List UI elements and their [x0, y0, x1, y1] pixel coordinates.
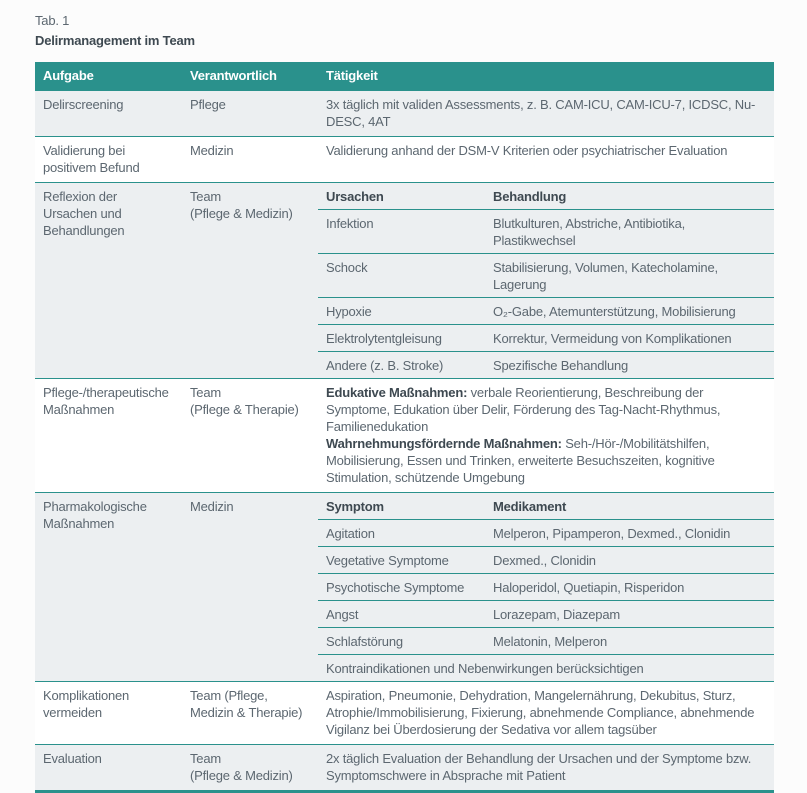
- segment-bold-label: Wahrnehmungsfördernde Maßnahmen:: [326, 436, 562, 451]
- nested-row-agitation: [318, 520, 774, 547]
- cell-aufgabe: Delirscreening: [43, 97, 124, 112]
- nested-header-row: [318, 493, 774, 520]
- table-row-komplikationen: [35, 681, 774, 744]
- nested-cell-symptom: Angst: [326, 607, 359, 622]
- delir-management-table: [35, 62, 774, 793]
- table-title: Delirmanagement im Team: [35, 33, 195, 48]
- nested-table-ursachen: [318, 183, 774, 378]
- cell-verantwortlich: Medizin: [190, 499, 234, 514]
- cell-taetigkeit: [318, 379, 774, 492]
- nested-cell-ursache: Infektion: [326, 216, 374, 231]
- nested-table-symptome: [318, 493, 774, 681]
- table-row-reflexion: [35, 182, 774, 378]
- cell-verantwortlich: Pflege: [190, 97, 226, 112]
- header-cell-aufgabe: Aufgabe: [43, 68, 94, 83]
- segment-bold-label: Edukative Maßnahmen:: [326, 385, 468, 400]
- table-row-validierung: [35, 136, 774, 182]
- nested-header-row: [318, 183, 774, 210]
- table-row-pflege-therapeutisch: [35, 378, 774, 492]
- cell-aufgabe: Validierung bei positivem Befund: [43, 143, 140, 175]
- nested-row-infektion: [318, 210, 774, 254]
- nested-footnote: Kontraindikationen und Nebenwirkungen berücksichtigen: [326, 661, 644, 676]
- nested-cell-medikament: Dexmed., Clonidin: [493, 553, 596, 568]
- header-cell-taetigkeit: Tätigkeit: [326, 68, 378, 83]
- nested-cell-ursache: Andere (z. B. Stroke): [326, 358, 444, 373]
- header-cell-verantwortlich: Verantwortlich: [190, 68, 277, 83]
- nested-row-schock: [318, 254, 774, 298]
- nested-cell-ursache: Elektrolytentgleisung: [326, 331, 442, 346]
- nested-header-symptom: Symptom: [326, 499, 384, 514]
- nested-cell-behandlung: Spezifische Behandlung: [493, 358, 629, 373]
- table-row-evaluation: [35, 744, 774, 790]
- nested-cell-behandlung: Korrektur, Vermeidung von Komplikationen: [493, 331, 732, 346]
- cell-aufgabe: Pflege-/therapeutische Maßnahmen: [43, 385, 169, 417]
- cell-verantwortlich: Medizin: [190, 143, 234, 158]
- nested-row-psychotische-symptome: [318, 574, 774, 601]
- segment-text: verbale Reorientierung, Beschreibung der Symptome, Edukation über Delir, Förderung des Tag-Nacht-Rhythmus, Familienedukation: [326, 385, 721, 434]
- nested-row-vegetative-symptome: [318, 547, 774, 574]
- segment-text: Seh-/Hör-/Mobilitätshilfen, Mobilisierung, Essen und Trinken, erweiterte Besuchszeiten, kognitive Stimulation, schützende Umgebung: [326, 436, 715, 485]
- nested-cell-ursache: Hypoxie: [326, 304, 372, 319]
- cell-verantwortlich: Team (Pflege & Medizin): [190, 751, 293, 783]
- table-row-delirscreening: [35, 90, 774, 136]
- nested-cell-medikament: Haloperidol, Quetiapin, Risperidon: [493, 580, 685, 595]
- nested-row-elektrolytentgleisung: [318, 325, 774, 352]
- cell-verantwortlich: Team (Pflege, Medizin & Therapie): [190, 688, 303, 720]
- cell-aufgabe: Komplikationen vermeiden: [43, 688, 130, 720]
- cell-verantwortlich: Team (Pflege & Medizin): [190, 189, 293, 221]
- nested-row-schlafstoerung: [318, 628, 774, 655]
- nested-cell-behandlung: Stabilisierung, Volumen, Katecholamine, Lagerung: [493, 260, 718, 292]
- table-number-label: Tab. 1: [35, 13, 70, 28]
- nested-cell-behandlung: Blutkulturen, Abstriche, Antibiotika, Plastikwechsel: [493, 216, 686, 248]
- cell-verantwortlich: Team (Pflege & Therapie): [190, 385, 299, 417]
- nested-cell-medikament: Melatonin, Melperon: [493, 634, 607, 649]
- nested-cell-symptom: Schlafstörung: [326, 634, 403, 649]
- nested-row-andere: [318, 352, 774, 378]
- nested-cell-medikament: Lorazepam, Diazepam: [493, 607, 620, 622]
- nested-cell-symptom: Psychotische Symptome: [326, 580, 465, 595]
- cell-aufgabe: Reflexion der Ursachen und Behandlungen: [43, 189, 125, 238]
- nested-cell-behandlung: O₂-Gabe, Atemunterstützung, Mobilisierung: [493, 304, 736, 319]
- nested-row-hypoxie: [318, 298, 774, 325]
- nested-header-ursachen: Ursachen: [326, 189, 384, 204]
- nested-cell-ursache: Schock: [326, 260, 368, 275]
- nested-header-medikament: Medikament: [493, 499, 567, 514]
- table-row-pharmakologisch: [35, 492, 774, 681]
- cell-taetigkeit: Validierung anhand der DSM-V Kriterien oder psychiatrischer Evaluation: [326, 143, 728, 158]
- segment-edukative-massnahmen: [326, 384, 766, 435]
- nested-header-behandlung: Behandlung: [493, 189, 567, 204]
- cell-taetigkeit: 2x täglich Evaluation der Behandlung der Ursachen und der Symptome bzw. Symptomschwere in Absprache mit Patient: [326, 751, 752, 783]
- cell-aufgabe: Pharmakologische Maßnahmen: [43, 499, 147, 531]
- nested-cell-symptom: Agitation: [326, 526, 375, 541]
- cell-taetigkeit: Aspiration, Pneumonie, Dehydration, Mangelernährung, Dekubitus, Sturz, Atrophie/Immobilisierung, Fixierung, abnehmende Compliance, abnehmende Vigilanz bei Überdosierung der Sedativa vor allem tagsüber: [326, 688, 755, 737]
- table-header-row: [35, 62, 774, 90]
- nested-row-angst: [318, 601, 774, 628]
- segment-wahrnehmungsfoerdernde-massnahmen: [326, 435, 766, 486]
- nested-cell-medikament: Melperon, Pipamperon, Dexmed., Clonidin: [493, 526, 731, 541]
- nested-row-kontraindikationen: [318, 655, 774, 681]
- cell-taetigkeit: 3x täglich mit validen Assessments, z. B. CAM-ICU, CAM-ICU-7, ICDSC, Nu-DESC, 4AT: [326, 97, 756, 129]
- nested-cell-symptom: Vegetative Symptome: [326, 553, 449, 568]
- cell-aufgabe: Evaluation: [43, 751, 102, 766]
